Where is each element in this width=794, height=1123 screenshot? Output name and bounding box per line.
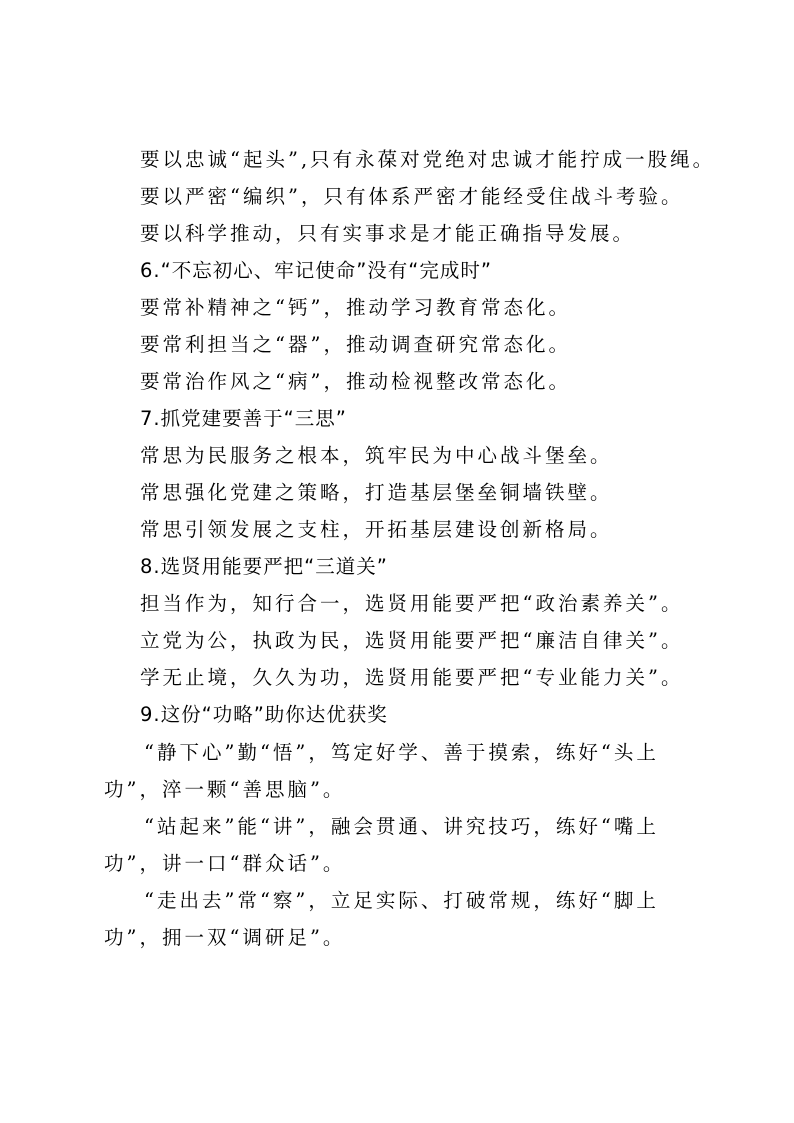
text-line: 立党为公，执政为民，选贤用能要严把“廉洁自律关”。: [140, 629, 684, 652]
section-heading: 8.选贤用能要严把“三道关”: [140, 555, 388, 578]
section-heading: 7.抓党建要善于“三思”: [140, 407, 347, 430]
text-line: 学无止境，久久为功，选贤用能要严把“专业能力关”。: [140, 666, 684, 689]
text-line: 要常利担当之“器”，推动调查研究常态化。: [140, 333, 571, 356]
text-line: 常思引领发展之支柱，开拓基层建设创新格局。: [140, 518, 613, 541]
text-line: 担当作为，知行合一，选贤用能要严把“政治素养关”。: [140, 592, 684, 615]
text-line: 要以科学推动，只有实事求是才能正确指导发展。: [140, 222, 636, 245]
section-heading: 9.这份“功略”助你达优获奖: [140, 703, 388, 726]
text-line: 要常补精神之“钙”，推动学习教育常态化。: [140, 296, 571, 319]
section-heading: 6.“不忘初心、牢记使命”没有“完成时”: [140, 259, 493, 282]
text-line: 要以忠诚“起头”,只有永葆对党绝对忠诚才能拧成一股绳。: [140, 148, 716, 171]
text-line: 要以严密“编织”，只有体系严密才能经受住战斗考验。: [140, 185, 684, 208]
paragraph: “静下心”勤“悟”，笃定好学、善于摸索，练好“头上功”，淬一颗“善思脑”。: [104, 741, 659, 801]
text-line: 常思强化党建之策略，打造基层堡垒铜墙铁壁。: [140, 481, 613, 504]
text-line: 要常治作风之“病”，推动检视整改常态化。: [140, 370, 571, 393]
paragraph: “站起来”能“讲”，融会贯通、讲究技巧，练好“嘴上功”，讲一口“群众话”。: [104, 815, 659, 875]
text-line: 常思为民服务之根本，筑牢民为中心战斗堡垒。: [140, 444, 613, 467]
paragraph: “走出去”常“察”，立足实际、打破常规，练好“脚上功”，拥一双“调研足”。: [104, 889, 659, 949]
